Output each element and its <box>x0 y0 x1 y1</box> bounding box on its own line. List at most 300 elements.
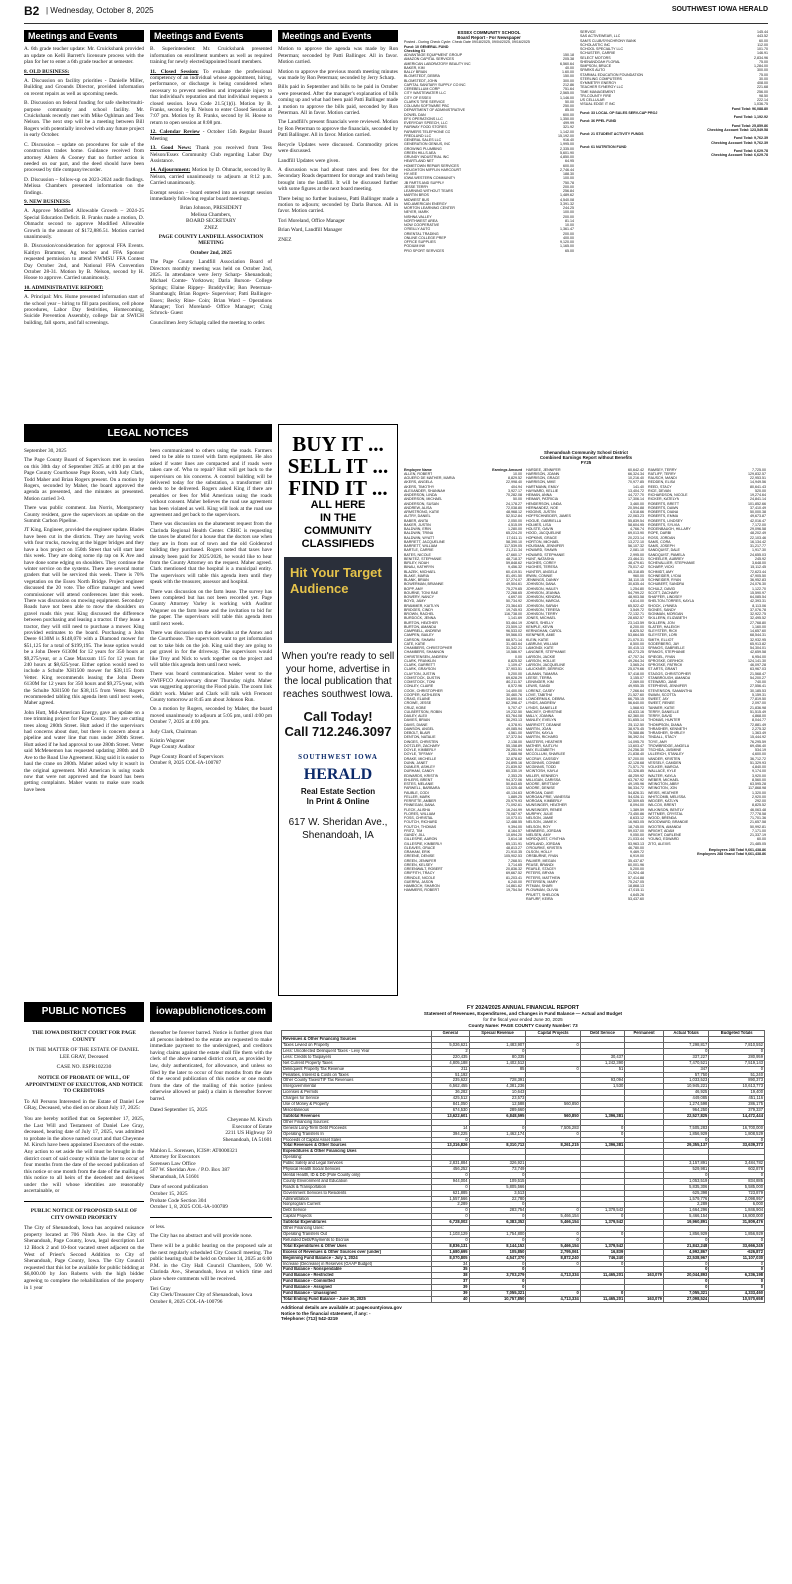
table-row: Less: Uncollected Delinquent Taxes - Levy Year 2 0 0 0 <box>283 1048 763 1053</box>
ledger-row: CLARK'S TIRE SERVICE 50.00 <box>404 99 574 104</box>
ledger-row: THOMAS, HUNTER 8,044.77 <box>648 718 766 723</box>
ledger-row: GRIFFITH, TRACY 69,667.52 <box>404 871 522 876</box>
table-row: Other Financing Uses: <box>282 1226 765 1232</box>
ledger-row: KEMPLE, KEVIN 8,200.00 <box>526 624 644 629</box>
ledger-row: BENITEZ, STEPHANIE 48,718.37 <box>404 556 522 561</box>
probate-notice-2: thereafter be forever barred. Notice is further given that all persons indebted to the estate are requested to make immediate payment to the undersigned, and creditors having claims against the estate shall file them with the clerk of the above named district court, as provided by law, duly authenticated, for allowance, and unless so filed by the later to occur of four months from the date of the second publication of this notice or one month from the date of the mailing of this notice (unless otherwise allowed or paid) a claim is thereafter forever barred. Dated September 15, 2025 Cheyenne M. Kirsch Executor of Estate 2211 US Highway 59 Shenandoah, IA 51601 Mahlon L. Sorensen, ICIS#: AT0000321 Attorney for Executors Sorensen Law Office 507 W. Sheridan Ave. / P.O. Box 387 Shenandoah, IA 51601 Date of second publication October 15, 2025 Probate Code Section 304 October 1, 8, 2025 COL-IA-100789 or less. The City has no abstract and will provide none. There will be a public hearing on the proposed sale at the next regularly scheduled City Council meeting. The public hearing shall be held on October 14, 2025 at 6:00 P.M. in the City Hall Council Chambers, 500 W. Clarinda Ave., Shenandoah, Iowa at which time and place where comments will be received. Teri Gray City Clerk/Treasurer City of Shenandoah, Iowa October 8, 2025 COL-IA-100796 <box>150 1030 272 1305</box>
ledger-row: MCCRAY, CASSIDY 57,200.00 <box>526 756 644 761</box>
essex2-rows <box>580 30 768 107</box>
ledger-row: GILLESPIE, AARON 3,614.18 <box>404 837 522 842</box>
ledger-row: MID-AMERICAN ENERGY 3,391.32 <box>404 201 574 206</box>
ledger-row: COMSTOCK, DUSTIN 69,628.29 <box>404 675 522 680</box>
ledger-row: GREENWALT, ROBERT 20,836.32 <box>404 867 522 872</box>
ledger-row: BRAMMER, KAITLYN 23,364.63 <box>404 603 522 608</box>
ledger-row: AMAZON CAPITAL SERVICES 205.38 <box>404 57 574 62</box>
classifieds-ad[interactable]: BUY IT ... SELL IT ... FIND IT ... ALL HERE IN THE COMMUNITY CLASSIFIEDS Hit Your Target Audience When you're ready to sell your home, advertise in the local publication that reaches southwest Iowa. Call Today! Call 712.246.3097 SOUTHWEST IOWA HERALD Real Estate Section In Print & Online 617 W. Sheridan Ave., Shenandoah, IA <box>278 424 398 996</box>
ledger-row: EFX OPERATIONS LLC 1,350.00 <box>404 116 574 121</box>
page-header <box>24 0 768 24</box>
ledger-row: SLEYSTER, LORI 68,544.31 <box>648 633 766 638</box>
ledger-row: WHITCOMB, MELISSA 2,920.00 <box>648 794 766 799</box>
legal-notices-header: LEGAL NOTICES <box>24 424 272 442</box>
ledger-row: AUTRY, DANIEL 52,512.84 <box>404 514 522 519</box>
table-row: Proceeds of Capital Asset Sales 0 0 0 <box>283 1137 763 1142</box>
ledger-row: THOMPSON, DIANA 72,881.49 <box>648 722 766 727</box>
ledger-row: DAVIES, BRIAN 36,293.13 <box>404 718 522 723</box>
ledger-row: ROBERTS, DAWN 37,410.49 <box>648 505 766 510</box>
ledger-row: PEASE, BRANDI 60,001.96 <box>526 862 644 867</box>
ledger-row: HOLMES, LISA 58,604.95 <box>526 522 644 527</box>
ledger-row: GROWING PLUMBING 2,335.00 <box>404 146 574 151</box>
ledger-row: PEARLE, STACEY 5,200.00 <box>526 867 644 872</box>
table-row: Subtotal Revenues 13,622,601 6,848,595 560,850 1,396,381 22,527,825 14,472,444 <box>283 1113 763 1118</box>
ledger-row: CLARK, GARRETT 1,109.47 <box>404 663 522 668</box>
ledger-row: CRAIG, ELAINE 34,690.04 <box>404 697 522 702</box>
ledger-row: PODIUM INK 1,165.00 <box>404 244 574 249</box>
ledger-row: TOYE, AMY 76,295.59 <box>648 739 766 744</box>
ledger-row: SCHMIDT, AMY 72,623.44 <box>648 569 766 574</box>
salary-col-3: RAMSEY, TERRY 7,725.00 RATLIFF, TERRY 129,832.57 RAUSCH, MANDI 22,953.51 REDDEN, ELISA 14,949.56 REED, STACY 80,641.43 RICE, DEVAN 520.00 RICHARDSON, NICOLE 19,274.64 RICKER, KATELYN 24,841.14 ROBERTS, BRETT 101,852.66 ROBERTS, DAWN 37,410.49 ROBERTS, DIANA 50,000.38 ROBERTS, EMMA 49,673.87 ROBERTS, LINDSEY 42,016.47 ROBERTS, SYLVIA 7,172.00 RODENBAUGH, HILLARY 29,096.58 ROPE, DARBI 48,202.49 ROSS, JORDAN 22,103.46 SAMS, CORA 16,134.42 SAMS, JOSEPH 31,217.77 SANDQUIST, DALE 1,917.30 SANDQUIST, PAMELA 24,655.03 SCHEELER, AUBREY 245.92 SCHEVALLIER, STEPHANIE 3,648.00 SCHARP, VICKI 15,112.45 SCHMIDT, AMY 72,623.44 SCHNEIDER, LYDIA 47,905.50 SCHNEIDER, RYAN 36,952.83 SCHUBERT, SANDRA 24,076.30 SCHULZ, DAVID 1,122.70 SCOTT, ZACHARY 15,590.97 SHAFFER, LINDSEY 64,085.54 SHELTON-TORRES, KAYLA 42,393.31 SHOCK, LYNNEA 8,113.06 SIGNES, SANDY 37,076.78 SIGNMAN, MORGAN 32,922.75 SKILLERN, ELIZABETH 32,495.52 SKILLERN, JON 27,768.80 SLATER, HALEIGH 1,160.00 SLEYSTER, RICK 14,657.60 SLEYSTER, LORI 68,544.31 SMITH, ELLIOT 32,932.95 SODERBERG, JAY 65,913.82 SPANOS, GABRIELLE 54,304.01 SPANOS, STEPHANIE 42,659.58 SPIEGEL, RYAN 6,954.00 SPROSKE, DERHICK 124,141.30 SPROSKE, PATRICK 46,097.28 ST ARTS, GRANT 63,967.03 STAGGS, CHRISTOPHER 21,568.47 STANBROUGH, AMANDA 54,200.27 STEWARD, JANE 740.00 STEPHENS, JENNIFER 27,556.41 STEVENSON, SAMANTHA 30,185.53 SWAIN, SCOTTA 5,159.31 SWEET, JAY 77,819.50 SWEET, RENEE 2,097.00 TANNER, KATIE 21,836.98 TERRY, DANIELLE 51,515.49 TERRY, DAVID 4,868.00 THOMAS, HUNTER 8,044.77 THOMPSON, DIANA 72,881.49 THRASHER, KENNETH 2,275.32 THRASHER, SHIRLEY 1,363.49 TINDALL, STACY 15,444.92 TOYE, AMY 76,295.59 TROWBRIDGE, ANGELA 69,456.40 TSCHIDA, JASMINE 534.19 ULLERICH, STANLEY 4,600.00 VANDER, KRISTEN 36,712.72 VESSELY, CAMDEN 51,329.93 VOLKER, MARCIA 4,840.00 WALLACE, KYLE 9,174.00 WALTER, KAYLA 3,920.00 WEBER, MICHAEL 8,560.00 WEINGTON, ABBY 63,595.28 WEINGTON, JON 117,868.98 WEISS, HEATHER 1,320.00 WHITCOMB, MELISSA 2,920.00 WIDGER, KATLYN 292.00 WILCOX, BRENT 8,825.52 WILKINSON, BENTLY 46,063.48 WITTMER, CRYSTAL 77,778.58 WOOD, BRENDA 71,701.36 WOODWARD, BRANDIE 21,657.58 WOOTEN, AMANDA 50,992.81 WRIGHT, ADAM 7,171.00 WRIGHT, DARLENE 21,337.19 YOUNG, EDWARD 60.00 ZITO, ALEXIS 21,485.05 Employees 288 Total 9,661,438.86 Employees 288 Grand Total 9,661,438.86 <box>648 467 766 857</box>
ledger-row: ROBERTS, EMMA 49,673.87 <box>648 514 766 519</box>
ledger-row: WILCOX, BRENT 8,825.52 <box>648 803 766 808</box>
ledger-row: HOWARD, SHAWN 2,081.10 <box>526 548 644 553</box>
table-row: Miscellaneous 674,530 289,660 964,250 379,337 <box>283 1107 763 1112</box>
ledger-row: SERVICE 145.44 <box>580 30 768 34</box>
ledger-row: ROPE, DARBI 48,202.49 <box>648 531 766 536</box>
table-row: Less: Credits to Taxpayers 220,435 80,335 30,437 337,227 280,959 <box>283 1054 763 1059</box>
ledger-row: PETERS, MATTHEW 57,414.88 <box>526 875 644 880</box>
ledger-row: JOHNSON, SARAH 65,522.42 <box>526 603 644 608</box>
ledger-row: TSCHIDA, JASMINE 534.19 <box>648 748 766 753</box>
ledger-row: RICE, DEVAN 520.00 <box>648 488 766 493</box>
ledger-row: BINAU, KATHRYN 9,456.32 <box>404 565 522 570</box>
ledger-row: SPROSKE, PATRICK 46,097.28 <box>648 663 766 668</box>
table-row: Net Current Property Taxes 4,805,188 1,402,512 1,242,390 7,470,521 7,519,143 <box>283 1060 763 1065</box>
ledger-row: MORTON LEARNING CENTER 244.25 <box>404 206 574 211</box>
ledger-row: GENERATION GENIUS, INC 1,995.00 <box>404 142 574 147</box>
table-row: Other Financing Sources: <box>282 1119 765 1125</box>
ledger-row: SLATER, HALEIGH 1,160.00 <box>648 624 766 629</box>
ledger-row: MUNSINGER, HEATHER 8,094.00 <box>526 803 644 808</box>
ledger-row: HARRISON, GRACE 10,216.40 <box>526 476 644 481</box>
table-row: Fund Balance - Assigned 39 0 0 0 <box>283 1284 763 1290</box>
ledger-row: DEPARTMENT OF ADMINISTRATIVE 85.00 <box>404 108 574 113</box>
ledger-row: GENERAL SALES LLC 916.40 <box>404 138 574 143</box>
ledger-row: BAKER, KIM 40.00 <box>404 65 574 70</box>
ledger-row: LEWIS, SANDI 49,955.35 <box>526 684 644 689</box>
ledger-row: NELSON, JAMIE 8,633.12 <box>526 816 644 821</box>
table-row: County Environment and Education 944,004 109,515 1,053,519 834,885 <box>283 1178 763 1183</box>
public-notices-url[interactable]: iowapublicnotices.com <box>150 1002 272 1022</box>
ledger-row: BOURNE, TONI RAE 72,268.65 <box>404 590 522 595</box>
ledger-row: SCHARP, VICKI 15,112.45 <box>648 565 766 570</box>
table-row: Penalties, Interest & Costs on Taxes 51,192 57,750 51,240 <box>283 1072 763 1077</box>
ledger-row: ANDERSON, LINDA 70,282.08 <box>404 493 522 498</box>
ledger-row: CRUZ, KOBE 5,707.47 <box>404 705 522 710</box>
ledger-row: NORTHWEST AREA 81.14 <box>404 218 574 223</box>
ledger-row: FLORES, WILLIAM 70,087.97 <box>404 811 522 816</box>
ledger-row: BOWERY, NANCY 4,697.00 <box>404 595 522 600</box>
ledger-row: GRINDLE, NICOLE 81,203.41 <box>404 875 522 880</box>
ledger-row: DAILEY, ALEX 63,764.08 <box>404 714 522 719</box>
ledger-row: ANDERSON, MICHAEL 50.00 <box>404 497 522 502</box>
table-row: Use of Money & Property 841,050 12,588 560,850 1,274,598 286,175 <box>283 1101 763 1107</box>
herald-logo: SOUTHWEST IOWA HERALD <box>298 753 378 783</box>
ledger-row: ROSS, JORDAN 22,103.46 <box>648 535 766 540</box>
ledger-row: LABRUNI, WILLIAM 8,500.00 <box>526 641 644 646</box>
target-audience-image: Hit Your Target Audience <box>284 557 392 643</box>
ledger-row: WRIGHT, ADAM 7,171.00 <box>648 828 766 833</box>
ledger-row: YOUNG, EDWARD 60.00 <box>648 837 766 842</box>
table-row: Operating Transfers Out 1,103,129 1,754,800 0 0 1,856,929 1,856,929 <box>283 1231 763 1236</box>
ledger-row: SYMMETRY ENERGY 408.00 <box>580 81 768 85</box>
salary-col-2 <box>526 468 644 902</box>
ledger-row: DUMLER, ASHLEY 21,839.52 <box>404 765 522 770</box>
ledger-row: AKERS, ANGELA 22,998.40 <box>404 480 522 485</box>
ledger-row: MCCOLLUM, SHARLEE 21,838.40 <box>526 752 644 757</box>
table-row: Expenditures & Other Financing Uses <box>282 1149 765 1155</box>
ledger-row: SCHEVALLIER, STEPHANIE 3,648.00 <box>648 561 766 566</box>
ledger-row: HAMMERS, ROBERT 19,754.54 <box>404 888 522 893</box>
ledger-row: SKILLERN, JON 27,768.80 <box>648 620 766 625</box>
ledger-row: HUGHES, TERESA 75,017.42 <box>526 565 644 570</box>
ledger-row: COMSTOCK, TONI 80,211.57 <box>404 680 522 685</box>
ledger-row: WILKINSON, BENTLY 46,063.48 <box>648 807 766 812</box>
table-header-cell: Special Revenue <box>469 1031 526 1037</box>
ledger-row: SAS ACTIVEWEAR, LLC 443.52 <box>580 34 768 39</box>
ledger-row: HAMBOCH, SHARON 14,861.62 <box>404 884 522 889</box>
ledger-row: SHAFFER, LINDSEY 64,085.54 <box>648 595 766 600</box>
table-row: Operating Transfers In 394,225 1,462,174 0 0 1,856,929 1,808,529 <box>283 1131 763 1136</box>
table-row: Increase (Decrease) in Reserves (GAAP Budget) 34 0 0 0 0 0 <box>283 1261 763 1266</box>
ledger-row: FINNEGAN, DANA 71,092.61 <box>404 803 522 808</box>
ledger-row: VANDER, KRISTEN 36,712.72 <box>648 756 766 761</box>
ledger-row: FAUBLE, CODI 40,134.63 <box>404 790 522 795</box>
ledger-row: LARSON, JACKIE 47,707.34 <box>526 654 644 659</box>
table-row: Fund Balance - Restricted 38 3,703,279 4,713,334 11,465,201 163,079 20,044,893 6,236,198 <box>283 1272 763 1278</box>
essex-board-report-2: SERVICE 145.44 SAS ACTIVEWEAR, LLC 443.52 SAM'S CLUB/SYNCHRONY BANK 60.00 SCHOLASTIC INC 112.00 SCHOOL SPECIALTY LLC 101.70 SCHUSTER, CARRIE 146.91 SELECT MOTORS 2,834.96 SHENANDOAH FLORAL 75.00 SIMPSON, BRUCE 1,284.00 SPARKS AUTO 300.00 STARMAL EDUCATION FOUNDATION 75.00 STERLING COMPUTERS 30.00 SYMMETRY ENERGY 408.00 TEACHER SYNERGY LLC 221.68 TIME MANAGEMENT 256.00 TRI-COUNTY FIRE 98.50 US CELLULAR 222.14 VISUAL EDGE IT INC 1,036.75 Fund Total: 96,088.80 Fund: 33 LOCAL OP SALES SERV-CAP PROJ Fund Total: 1,192.92 Fund: 36 PPEL FUND Fund Total: 25,859.86 Checking Account Total: 123,549.58 Fund: 21 STUDENT ACTIVITY FUNDS Fund Total: 9,762.39 Checking Account Total: 9,762.39 Fund: 61 NUTRITION FUND Fund Total: 6,629.78 Checking Account Total: 6,629.78 <box>580 30 768 158</box>
ledger-row: MARTIN BROS 1,489.62 <box>404 193 574 198</box>
ledger-row: PITMAN, SHARI 18,868.13 <box>526 884 644 889</box>
ledger-row: VISUAL EDGE IT INC 1,036.75 <box>580 102 768 107</box>
ledger-row: ROBERTS, SYLVIA 7,172.00 <box>648 522 766 527</box>
ledger-row: SANDQUIST, DALE 1,917.30 <box>648 548 766 553</box>
meetings-column-2: Meetings and Events B. Superintendent: Mr. Cruickshank presented information on enrollment numbers as well as required training for newly elected/appointed board members. 11. Closed Session: To evaluate the professional competency of an individual whose appointment, hiring, performance, or discharge is being considered when necessary to prevent needless and irreparable injury to that individual's reputation and that individual requests a closed session. Iowa Code 21.5(1)(i). Motion by B. Franks, second by B. Nelson to enter Closed Session at 7:07 pm. Motion by B. Franks, second by H. Hoose to return to open session at 8:08 pm. 12. Calendar Review - October 15th Regular Board Meeting 13. Good News: Thank you received from Tess Nelson/Essex Community Club regarding Labor Day Assistance. 14. Adjournment: Motion by D. Ohmacht, second by B. Nelson, carried unanimously to adjourn at 8:12 p.m. Carried unanimously. Exempt session – board entered into an exempt session immediately following regular board meetings. Brian Johnson, PRESIDENT Melissa Chambers, BOARD SECRETARY ZNEZ PAGE COUNTY LANDFILL ASSOCIATION MEETING October 2nd, 2025 The Page County Landfill Association Board of Directors monthly meeting was held on October 2nd, 2025. In attendance were Jerry Scharp- Shenandoah; Michael Comte- Yorktown; Darla Burson- College Springs; Elaine Rippey- Braddyville; Ron Peterman- Shambaugh; Brian Rogers- Supervisor; Patti Ballinger- Essex; Becky Rine- Coin; Brian Ward – Operations Manager; Tori Moreland- Office Manager; Craig Schrock- Guest Councilmen Jerry Schaplg called the meeting to order. <box>150 31 272 326</box>
ledger-row: JOHNSON, DANA 30,635.44 <box>526 582 644 587</box>
ledger-row: RICKER, KATELYN 24,841.14 <box>648 497 766 502</box>
ledger-row: EVERYDAY SPEECH, LLC 499.99 <box>404 121 574 126</box>
table-row: Refunded Debt/Payments to Escrow 0 0 0 0 0 <box>283 1237 763 1242</box>
ledger-row: SCOTT, ZACHARY 15,590.97 <box>648 590 766 595</box>
table-header-cell: Budgeted Totals <box>709 1031 765 1037</box>
ledger-row: LANGNER, STEPHANIE 65,273.25 <box>526 650 644 655</box>
ledger-row: HUNT, NATASHA 23,464.31 <box>526 556 644 561</box>
ledger-row: US CELLULAR 222.14 <box>580 98 768 102</box>
ledger-row: O'REILLY AUTO 1,361.47 <box>404 227 574 232</box>
annual-table <box>281 1030 765 1303</box>
ledger-row: SLEYSTER, RICK 14,657.60 <box>648 629 766 634</box>
ledger-row: HOWARD, STEPHANIE 2,995.00 <box>526 552 644 557</box>
issue-date: | Wednesday, October 8, 2025 <box>46 6 154 15</box>
ledger-row: BLAZEK, MICHAEL 60,419.51 <box>404 569 522 574</box>
ledger-row: CAMPBELL, ANDREW 96,533.02 <box>404 629 522 634</box>
ledger-row: FELLER, MARK 1,889.25 <box>404 794 522 799</box>
ledger-row: LORENZ, CASEY 7,266.64 <box>526 688 644 693</box>
ledger-row: GRAHAM, ERIK 21,910.35 <box>404 850 522 855</box>
ledger-row: OLSON, HOLLY 9,469.72 <box>526 850 644 855</box>
ledger-row: NELSON, JAMIE K 16,983.05 <box>526 820 644 825</box>
ledger-row: HOLSTE, GAVIN 4,766.74 <box>526 527 644 532</box>
ledger-row: STARMAL EDUCATION FOUNDATION 75.00 <box>580 72 768 77</box>
ledger-row: PALMER, MEGAN 35,437.87 <box>526 858 644 863</box>
table-header-cell: Actual Totals <box>663 1031 708 1037</box>
ledger-row: REED, STACY 80,641.43 <box>648 484 766 489</box>
ledger-row: SPROSKE, DERHICK 124,141.30 <box>648 658 766 663</box>
ledger-row: WEINGTON, JON 117,868.98 <box>648 786 766 791</box>
ledger-row: ROBERTS, DIANA 50,000.38 <box>648 510 766 515</box>
ledger-row: ROBERTS, LINDSEY 42,016.47 <box>648 518 766 523</box>
table-header-cell: Debt Service <box>580 1031 624 1037</box>
table-row: Mental Health, ID & DD (Pole County only) 0 0 0 0 <box>283 1172 763 1177</box>
ledger-row: WITTMER, CRYSTAL 77,778.58 <box>648 811 766 816</box>
table-row: Charges for Service 425,512 23,573 449,085 451,116 <box>283 1095 763 1101</box>
ledger-row: AGUERO DE MATHER, MARIA 8,829.52 <box>404 476 522 481</box>
ledger-row: BLANK, BRIAN 37,274.07 <box>404 578 522 583</box>
ledger-row: ANDERSON, SUSAN 24,178.27 <box>404 501 522 506</box>
ledger-row: EHLERS, BRENT 94,372.06 <box>404 777 522 782</box>
ledger-row: BLOMSTEDT, DEBRA 150.00 <box>404 74 574 79</box>
table-row: Physical Health Social Services 456,252 73,749 529,981 602,878 <box>283 1166 763 1172</box>
ledger-row: SCHNEIDER, LYDIA 47,905.50 <box>648 573 766 578</box>
ledger-row: RAMSEY, TERRY 7,725.00 <box>648 467 766 472</box>
public-notices-header: PUBLIC NOTICES <box>24 1002 144 1022</box>
ledger-row: COLUMN SOFTWARE PBC 250.00 <box>404 104 574 109</box>
ledger-row: DINGES, CHRISTEN 2,138.00 <box>404 739 522 744</box>
ledger-row: LAUMAN, TAMARA 57,418.00 <box>526 671 644 676</box>
ledger-row: HOMETOWN REPAIR SERVICES 600.00 <box>404 163 574 168</box>
table-row: Government Services to Residents 621,885 3,513 625,398 723,879 <box>283 1190 763 1195</box>
ledger-row: CLARK, GRAYSON 37,903.51 <box>404 667 522 672</box>
ledger-row: TANNER, KATIE 21,836.98 <box>648 705 766 710</box>
ledger-row: PETERSEN, MARY 75,247.05 <box>526 879 644 884</box>
ledger-row: MILLER, KENNEDY 48,259.92 <box>526 773 644 778</box>
ledger-row: SHENANDOAH FLORAL 75.00 <box>580 59 768 64</box>
ledger-row: SODERBERG, JAY 65,913.82 <box>648 641 766 646</box>
ledger-row: HAYWARD, KELLIE 13,404.72 <box>526 488 644 493</box>
ledger-row: JOHNSON, TERESA 3,549.72 <box>526 607 644 612</box>
ledger-row: DAVIS, DIANE 4,378.91 <box>404 722 522 727</box>
ledger-row: FOUTCH, RICHARD 12,488.55 <box>404 820 522 825</box>
supervisors-minutes-1: September 30, 2025 The Page County Board of Supervisors met in session on this 30th day of September 2025 at 4:00 pm at the Page County Courthouse Page Room, with Judy Clark, Todd Maher and Brian Rogers present. On a motion by Rogers, seconded by Maher, the board approved the agenda as presented, and the minutes as presented. Motion carried 3-0. There was public comment. Jan Norris, Montgomery County resident, gave the supervisors an update on the Summit Carbon Pipeline. JT King, Engineer, provided the engineer update. Blades have been cut in the districts. They are having work with four trucks, mowing at the bigger bridges and they have a box project on 150th Street that will start later this week. They are doing some rip rap on K Ave and have done some edging on shoulders. They continue the winter service on the systems. There are several motor graders that will be serviced this week. There is 70% vegetation on the Essex North Bridge. Project engineer discussed the 20 vote. The office manager and weed commissioner will attend conferences later this week. There was discussion on mowing equipment. Secondary Roads have not been able to mow the shoulders on gravel roads this year. King discussed the difference between purchasing and leasing a tractor. If they lease a tractor, they will still need to purchase a mower. King provided estimates to the board. Purchasing a John Deere 6130M is $148,070 with a Diamond mower for $51,125 for a total of $199,195. The lease option would be a John Deere 6130M for 12 years for 350 hours at $9,275/year, or a Case Maxxum 115 for 12 years for 240 hours at $8,625/year. Either option would need to include a Schulte XH1500 mower for $38,115 from Vetter. King recommends leasing the John Deere 6130M for 12 years for 350 hours and $9,275/year, with the Schulte XH1500 for $38,115 from Vetter. Rogers recommended tabling this agenda item until next week, Maher agreed. John Hutt, Mid-American Energy, gave an update on a tree trimming project for Page County. They are cutting trees along 280th Street. Hutt asked if the supervisors had concerns about dust, but there is concern about a pipeline and water line that runs under 280th Street. Hutt asked if he had approval to use 280th Street. Vetter said McMenemon has requested updating 280th and D Ave to the Road Use Agreement. King said it is easier to haul the crane on 280th. Maher asked why it wasn't in the original agreement. Mid American is using roads now that were not approved and the board has been getting complaints. Maher wants to make sure roads have been <box>24 448 144 793</box>
ledger-row: MARTIN, KAYLA 75,588.86 <box>526 731 644 736</box>
ledger-row: MARTIN, JOAN 38,975.45 <box>526 726 644 731</box>
ledger-row: GLEAVES, GRACE 48,813.27 <box>404 845 522 850</box>
ledger-row: TRI-COUNTY FIRE 98.50 <box>580 93 768 98</box>
ledger-row: RATLIFF, TERRY 129,832.57 <box>648 471 766 476</box>
ledger-row: SAMS, JOSEPH 31,217.77 <box>648 544 766 549</box>
ledger-row: CITY WASTEWATER LLC 2,565.00 <box>404 91 574 96</box>
ledger-row: SMITH, ELLIOT 32,932.95 <box>648 637 766 642</box>
ledger-row: TROWBRIDGE, ANGELA 69,456.40 <box>648 743 766 748</box>
table-row: Fund Balance - Nonspendable 35 0 0 0 <box>283 1266 763 1272</box>
ledger-row: BALDWIN, TRINA 65,224.20 <box>404 531 522 536</box>
table-row: Licenses & Permits 36,282 10,643 46,925 19,400 <box>283 1089 763 1095</box>
ledger-row: TERRY, DANIELLE 51,515.49 <box>648 709 766 714</box>
ledger-row: BROWN, RACHEL 116,738.00 <box>404 612 522 617</box>
ledger-row: LAUCKNER, DERRICK 25,079.66 <box>526 667 644 672</box>
ledger-row: CHRISTENSEN, ANDREW 0.00 <box>404 654 522 659</box>
ledger-row: WALLACE, KYLE 9,174.00 <box>648 769 766 774</box>
ledger-row: BARTLE, CARRIE 21,211.34 <box>404 548 522 553</box>
ledger-row: ORSBURNE, RYAN 6,919.00 <box>526 854 644 859</box>
ledger-row: CHAMBERS, SHANNON 10,586.97 <box>404 650 522 655</box>
ledger-row: SPANOS, STEPHANIE 42,659.58 <box>648 650 766 655</box>
ledger-row: HOOD, JACQUELINE 69,013.90 <box>526 531 644 536</box>
ledger-row: JENNINGS, DANNY 38,110.15 <box>526 578 644 583</box>
ledger-row: ROBERTS, BRETT 101,852.66 <box>648 501 766 506</box>
ledger-row: DOYLE, KIMBERLY 28,251.94 <box>404 748 522 753</box>
probate-notice-1: THE IOWA DISTRICT COURT FOR PAGE COUNTY IN THE MATTER OF THE ESTATE OF DANIEL LEE GRAY, Deceased CASE NO. ESPR102230 NOTICE OF PROBATE OF WILL, OF APPOINTMENT OF EXECUTOR, AND NOTICE TO CREDITORS To All Persons Interested in the Estate of Daniel Lee GRay, Deceased, who died on or about July 17, 2025: You are hereby notified that on September 17, 2025, the Last Will and Testament of Daniel Lee Gray, deceased, bearing date of July 17, 2025, was admitted to probate in the above named court and that Cheyenne M. Kirsch have been appointed Executors of the estate. Any action to set aside the will must be brought in the district court of said county within the later to occur of four months from the date of the second publication of this notice or one month from the date of the mailing of this notice to all heirs of the decedent and devisees under the will whose identities are reasonably ascertainable, or PUBLIC NOTICE OF PROPOSED SALE OF CITY OWNED PROPERTY The City of Shenandoah, Iowa has acquired nuisance property located at 706 Ninth Ave. in the City of Shenandoah, Page County, Iowa, legal description Lot 12 Block 2 and 10-foot vacated street adjacent on the West of Priest's Second Addition to City of Shenandoah, Page County, Iowa. The City Council requested that this lot be available for public bidding at $6,000.00 by Jon Roberts with the high bidder agreeing to complete the rehabilitation of the property in 1 year <box>24 1030 144 1291</box>
ledger-row: IOWA WESTERN COMMUNITY 100.00 <box>404 176 574 181</box>
ledger-row: NELSON, ROY 18,745.00 <box>526 824 644 829</box>
ledger-row: MILLIGAN, CARISSA 63,767.92 <box>526 777 644 782</box>
ledger-row: GREENE, DENISE 105,902.53 <box>404 854 522 859</box>
ledger-row: SIMPSON, BRUCE 1,284.00 <box>580 64 768 68</box>
ledger-row: GANDY, JILL 10,694.20 <box>404 833 522 838</box>
ledger-row: WOODWARD, BRANDIE 21,657.58 <box>648 820 766 825</box>
ledger-row: NISHNA VALLEY 200.00 <box>404 214 574 219</box>
ledger-row: ADVANTAGE EQUIPMENT GROUP 150.18 <box>404 53 574 58</box>
ledger-row: BATES, NICOLE 47,660.17 <box>404 552 522 557</box>
ledger-row: MASTERS, HEATHER 14,095.70 <box>526 739 644 744</box>
supervisors-minutes-2: been communicated to others using the roads. Farmers need to be able to travel with farm equipment. He also asked if water lines are compacted and if roads were taken care of. Who to repair? Hutt will get back to the supervisors on his concerns. A control building will be delivered today for the substation, a transformer still needs to be delivered. Rogers asked King if there are penalties or fees for Mid American using the roads without consent. Maher believes the road use agreement has been violated as well. King will look at the road use agreement and get back to the supervisors. There was discussion on the abatement request from the Clarinda Regional Health Center. CRHC is requesting the taxes be abated for a house that the doctors use when they are in from out of town and the old Goldenrod building they purchased. Rogers noted that taxes have already been paid for 2025/2026, he would like to hear from the County Attorney on the request. Maher agreed. Clark mentioned that the hospital is a municipal entity. The supervisors will table this agenda item until they speak with the treasurer, assessor and hospital. There was discussion on the farm lease. The survey has been completed but has not been recorded yet. Page County Attorney Varley is working with Auditor Wagoner on the farm lease and the invitation to bid for the paper. The supervisors will table this agenda item until next week. There was discussion on the sidewalks at the Annex and the Courthouse. The supervisors want to get information out to take bids on the job. King said they are going to put gravel in for the driveway. The supervisors would like Troy and Nick to work together on the project and will table this agenda item until next week. There was board communication. Maher went to the SWIFFCO Anniversary dinner Thursday night. Maher was suggesting approving the Flood plain. The zoom link didn't work. Maher and Clark will talk with Fremont County tomorrow at 8:45 am about Johnson Run. On a motion by Rogers, seconded by Maher, the board moved unanimously to adjourn at 5:05 pm, until 4:00 pm October 7, 2025 at 4:00 pm. Judy Clark, Chairman Kristin Wagoner Page County Auditor Page County Board of Supervisors October 8, 2025 COL-IA-100787 <box>150 448 272 767</box>
ledger-row: MARRIOTT, DEANNE 25,112.50 <box>526 722 644 727</box>
ledger-row: MATHER, KAITLYN 13,603.47 <box>526 743 644 748</box>
ledger-row: SWEET, JAY 77,819.50 <box>648 697 766 702</box>
ledger-row: SIGNES, SANDY 37,076.78 <box>648 607 766 612</box>
ledger-row: WIDGER, KATLYN 292.00 <box>648 799 766 804</box>
ledger-row: MUNSINGER, RENEE 1,389.59 <box>526 807 644 812</box>
ledger-row: HARRISON, JOANN 66,324.34 <box>526 471 644 476</box>
ledger-row: RAUSCH, MANDI 22,953.51 <box>648 476 766 481</box>
ledger-row: BARRETT, WILLIAM 117,539.05 <box>404 544 522 549</box>
table-header-cell: Permanent <box>625 1031 664 1037</box>
table-row: Debt Service 0 283,754 0 1,379,542 1,664,296 1,846,904 <box>283 1207 763 1213</box>
ledger-row: TEACHER SYNERGY LLC 221.68 <box>580 85 768 90</box>
ledger-row: ONLINE COLLEGE PREP 400.00 <box>404 235 574 240</box>
ledger-row: FERRITTE, AMBER 25,979.93 <box>404 799 522 804</box>
table-row: Administration 1,557,566 22,780 1,579,776 2,098,957 <box>283 1196 763 1201</box>
ledger-row: BAKER, JUSTIN 4,515.09 <box>404 522 522 527</box>
ledger-row: FAIRWAY FOOD STORES 321.92 <box>404 125 574 130</box>
ledger-row: LEESE, TERRA 3,155.07 <box>526 675 644 680</box>
ledger-row: STERLING COMPUTERS 30.00 <box>580 76 768 81</box>
ledger-row: HEIMAR, PATRICIA 17,306.14 <box>526 497 644 502</box>
table-row: Total Ending Fund Balance - June 30, 2025 40 10,757,850 4,713,334 11,465,201 163,079 27,098,524 10,570,658 <box>283 1296 763 1301</box>
ledger-row: HOUGHTON MIFFLIN HARCOURT 2,746.44 <box>404 167 574 172</box>
ledger-row: MAY, ELIZABETH 24,256.30 <box>526 748 644 753</box>
ledger-row: SAM'S CLUB/SYNCHRONY BANK 60.00 <box>580 38 768 43</box>
ledger-row: BARRETT, JACQUELINE 58,390.10 <box>404 539 522 544</box>
ledger-row: IRWIN, CONNIE 960.00 <box>526 573 644 578</box>
ledger-row: CAMPEN, BAILEY 59,566.03 <box>404 633 522 638</box>
ledger-row: SPIEGEL, RYAN 6,954.00 <box>648 654 766 659</box>
ledger-row: GUERRA, JASON 6,240.00 <box>404 879 522 884</box>
ledger-row: HUNTER, ANGELA 65,318.85 <box>526 569 644 574</box>
table-row: Capital Projects 0 0 5,466,154 0 5,466,154 16,800,000 <box>283 1213 763 1219</box>
ledger-row: JOHNSON, JEANNA 54,799.22 <box>526 590 644 595</box>
ledger-row: HEARTLAND NET 64.95 <box>404 159 574 164</box>
table-row: Total Expenditures & Other Uses 8,836,131 8,144,152 5,466,154 1,379,542 21,842,248 33,666,245 <box>283 1243 763 1248</box>
ledger-row: THRASHER, KENNETH 2,275.32 <box>648 726 766 731</box>
ledger-row: JOHNSON, MARCIA 4,614.00 <box>526 599 644 604</box>
table-row: Nonprogram Current 2,289 0 2,289 6,000 <box>283 1201 763 1207</box>
ledger-row: PRUETT, SHELDON 4,645.26 <box>526 892 644 897</box>
ledger-row: HARRISON, MIKE 70,977.85 <box>526 480 644 485</box>
ledger-row: LAMONDI, KATE 30,415.13 <box>526 646 644 651</box>
ledger-row: WEBER, MICHAEL 8,560.00 <box>648 777 766 782</box>
table-row: Intergovernmental 6,562,455 4,381,236 1,530 10,945,221 10,613,773 <box>283 1083 763 1089</box>
ledger-row: ARMSTRONG, KATIE 48,968.12 <box>404 510 522 515</box>
salary-col-1: Employee Name Earnings Amount ALLEN, ROBERT 10.00 AGUERO DE MATHER, MARIA 8,829.52 AKERS, ANGELA 22,998.40 AKERS, TIMOTHY 404.94 ALEXANDER, SHANNAH 3,927.17 ANDERSON, LINDA 70,282.08 ANDERSON, MICHAEL 50.00 ANDERSON, SUSAN 24,178.27 ANDREW, ALISA 72,038.80 ARMSTRONG, KATIE 48,968.12 AUTRY, DANIEL 52,512.84 BABER, ANITA 2,050.00 BAKER, JUSTIN 4,515.09 BALDWIN, ERIN 1,280.00 BALDWIN, TRINA 65,224.20 BALDWIN, WYATT 17,611.11 BARRETT, JACQUELINE 58,390.10 BARRETT, WILLIAM 117,539.05 BARTLE, CARRIE 21,211.34 BATES, NICOLE 47,660.17 BENITEZ, STEPHANIE 48,718.37 BIRLEY, NOAH 59,848.62 BINAU, KATHRYN 9,456.32 BLAZEK, MICHAEL 60,419.51 BLAKE, MARIA 81,491.50 BLANK, BRIAN 37,274.07 BOWERMAN, BRIANNE 49,504.61 BOPP, AMY 75,279.65 BOURNE, TONI RAE 72,268.65 BOWERY, NANCY 4,697.00 BOYD, JAMY 50,734.92 BRAMMER, KAITLYN 23,364.63 BRIDGES, CINDY 19,745.93 BROWN, RACHEL 116,738.00 BURDOCK, JENNA 1,141.69 BURTON, HEATHER 53,464.19 BURTON, AMANDA 23,509.12 CAMPBELL, ANDREW 96,533.02 CAMPEN, BAILEY 59,566.03 CARSON, SHAWN 68,571.14 CATE, KATIE 31,483.64 CHAMBERS, CHRISTOPHER 31,342.21 CHAMBERS, SHANNON 10,586.97 CHRISTENSEN, ANDREW 0.00 CLARK, FRANKLIN 8,825.52 CLARK, GARRETT 1,109.47 CLARK, GRAYSON 37,903.51 CLAYTON, JUSTIN 5,200.00 COMSTOCK, DUSTIN 69,628.29 COMSTOCK, TONI 80,211.57 CONLEY, CLAIRE 8,572.96 COOK, CHRISTOPHER 14,400.00 COOPER, KATHLEEN 30,460.76 CRAIG, ELAINE 34,690.04 CROWE, JESSE 62,398.47 CRUZ, KOBE 5,707.47 CULBERTSON, ROBIN 19,232.50 DAILEY, ALEX 63,764.08 DAVIES, BRIAN 36,293.13 DAVIS, DIANE 4,378.91 DAWSON, ANGEL 49,085.94 DEBOLT, BLAIR 4,561.00 DENTON, NATALIE 37,372.54 DINGES, CHRISTEN 2,138.00 DOTZLER, ZACHARY 55,158.89 DOYLE, KIMBERLY 28,251.94 DOYLE, TIFFANY 3,688.98 DRAKE, MICHELLE 32,878.62 DUNN, JANET 24,895.16 DUMLER, ASHLEY 21,839.52 DURHAM, CANDY 60,330.19 EDWARDS, KRISTIN 2,353.25 EHLERS, BRENT 94,372.06 ESTES, MELANIE 50,843.65 FARWELL, BARBARA 13,025.48 FAUBLE, CODI 40,134.63 FELLER, MARK 1,889.25 FERRITTE, AMBER 25,979.93 FINNEGAN, DANA 71,092.61 FLECK, ALISHA 16,244.99 FLORES, WILLIAM 70,087.97 FOSS, CHRISTAL 10,073.01 FOUTCH, RICHARD 12,488.55 FOUTCH, THOMAS 9,394.00 FRITZ, TIM 8,164.57 GANDY, JILL 10,694.20 GILLESPIE, AARON 3,614.18 GILLESPIE, KIMBERLY 65,131.91 GLEAVES, GRACE 48,813.27 GRAHAM, ERIK 21,910.35 GREENE, DENISE 105,902.53 GREEN, JENNIFER 7,268.51 GREEN, KELSEY 3,714.65 GREENWALT, ROBERT 20,836.32 GRIFFITH, TRACY 69,667.52 GRINDLE, NICOLE 81,203.41 GUERRA, JASON 6,240.00 HAMBOCH, SHARON 14,861.62 HAMMERS, ROBERT 19,754.54 <box>404 467 522 893</box>
ledger-row: BOWERMAN, BRIANNE 49,504.61 <box>404 582 522 587</box>
ledger-row: COOPER, KATHLEEN 30,460.76 <box>404 692 522 697</box>
ledger-row: JONES, MICHAEL 28,652.57 <box>526 616 644 621</box>
ledger-row: ULLERICH, STANLEY 4,600.00 <box>648 752 766 757</box>
ledger-row: NOW COOPERATIVE 10.00 <box>404 223 574 228</box>
ledger-row: SHELTON-TORRES, KAYLA 42,393.31 <box>648 599 766 604</box>
ledger-row: DOYLE, TIFFANY 3,688.98 <box>404 752 522 757</box>
ledger-row: BLOMSTEDT, JOHN 300.00 <box>404 78 574 83</box>
ledger-row: VOLKER, MARCIA 4,840.00 <box>648 765 766 770</box>
ledger-row: SIGNMAN, MORGAN 32,922.75 <box>648 612 766 617</box>
ledger-row: GREEN, JENNIFER 7,268.51 <box>404 858 522 863</box>
ledger-row: GILLESPIE, KIMBERLY 65,131.91 <box>404 841 522 846</box>
table-row: Other County Taxes/TIF Tax Revenues 235,622 728,391 93,094 1,033,523 890,373 <box>283 1077 763 1083</box>
table-header-cell: Capital Projects <box>526 1031 580 1037</box>
table-row: Total Revenues & Other Sources 13,316,826 8,310,712 8,261,215 1,396,381 29,355,137 33,639,373 <box>283 1142 763 1148</box>
ledger-row: FLECK, ALISHA 16,244.99 <box>404 807 522 812</box>
ledger-row: SWEET, RENEE 2,097.00 <box>648 701 766 706</box>
ledger-row: TIME MANAGEMENT 256.00 <box>580 89 768 94</box>
ledger-row: OFFICE SUPPLIES 9,120.00 <box>404 240 574 245</box>
ledger-row: FREDLUND LLC 15,192.00 <box>404 133 574 138</box>
ledger-row: THRASHER, SHIRLEY 1,363.49 <box>648 731 766 736</box>
ledger-row: JB PARTS AND SUPPLY 750.78 <box>404 180 574 185</box>
ledger-row: TERRY, DAVID 4,868.00 <box>648 714 766 719</box>
ledger-row: JESSE TERRY 200.00 <box>404 184 574 189</box>
ledger-row: HERNANDEZ, NOE 20,594.88 <box>526 505 644 510</box>
ledger-row: BRIDGES, CINDY 19,745.93 <box>404 607 522 612</box>
ledger-row: GREEN HILLS AEA 5,601.90 <box>404 150 574 155</box>
ledger-row: DURHAM, CANDY 60,330.19 <box>404 769 522 774</box>
ledger-row: DRAKE, MICHELLE 32,878.62 <box>404 756 522 761</box>
meetings-header: Meetings and Events <box>24 30 144 42</box>
meetings-header-3: Meetings and Events <box>278 30 398 42</box>
ledger-row: JONES, SHELLY 23,143.59 <box>526 620 644 625</box>
ledger-row: WALTER, KAYLA 3,920.00 <box>648 773 766 778</box>
ledger-row: BALLY BRIAN 1.60.00 <box>404 70 574 75</box>
ledger-row: HOGUE, GABRIELLA 55,839.54 <box>526 518 644 523</box>
ledger-row: HY-VEE 188.30 <box>404 172 574 177</box>
table-row: Fund Balance - Unassigned 39 7,055,321 0 0 7,055,321 4,333,460 <box>283 1290 763 1296</box>
ledger-row: BURDOCK, JENNA 1,141.69 <box>404 616 522 621</box>
ledger-row: MALLY, JOANNA 62,360.00 <box>526 714 644 719</box>
ledger-row: CAPITAL SANITARY SUPPLY CO INC 212.86 <box>404 82 574 87</box>
ledger-row: CULBERTSON, ROBIN 19,232.50 <box>404 709 522 714</box>
ledger-row: MANLEY, EVELYN 51,655.14 <box>526 718 644 723</box>
ledger-row: MORGAN-FRIE, VANESSA 54,026.11 <box>526 794 644 799</box>
ledger-row: SKILLERN, ELIZABETH 32,495.52 <box>648 616 766 621</box>
